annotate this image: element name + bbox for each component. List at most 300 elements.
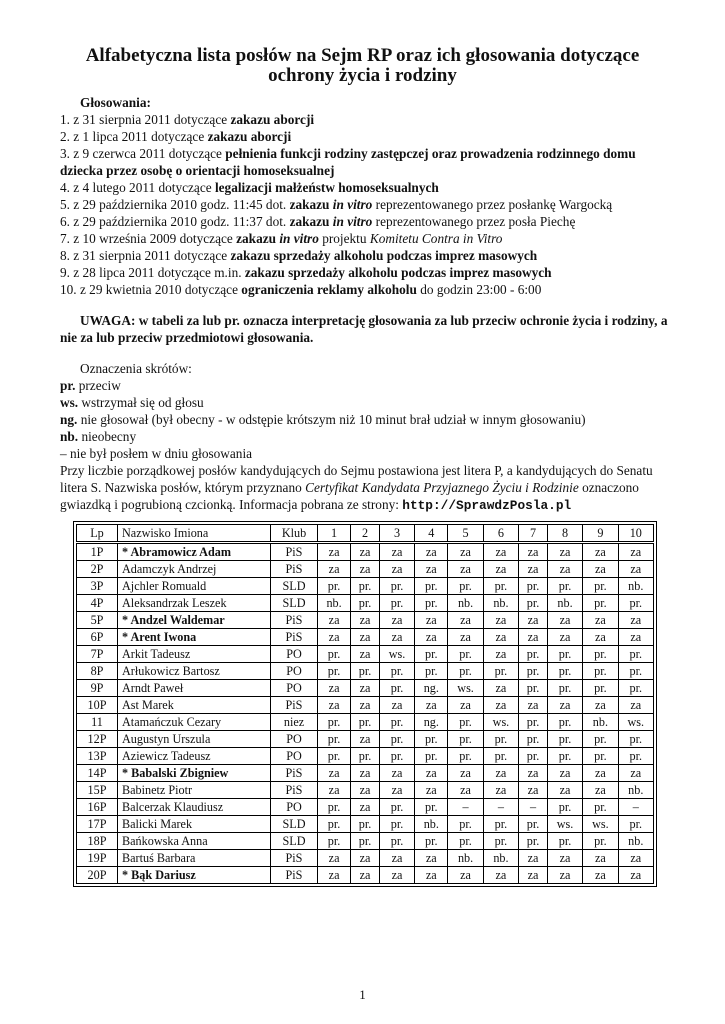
table-row — [77, 833, 654, 850]
vote-cell: za — [415, 782, 448, 799]
vote-cell: nb. — [483, 595, 518, 612]
legend-item: ws. wstrzymał się od głosu — [60, 395, 204, 410]
vote-cell: pr. — [448, 833, 483, 850]
vote-cell: – — [519, 799, 548, 816]
vote-cell: za — [415, 543, 448, 561]
vote-cell: nb. — [448, 850, 483, 867]
vote-cell: pr. — [448, 714, 483, 731]
vote-cell: pr. — [583, 748, 618, 765]
table-row — [77, 697, 654, 714]
vote-item: 1. z 31 sierpnia 2011 dotyczące zakazu aborcji — [60, 112, 315, 127]
club-cell: SLD — [271, 578, 318, 595]
table-row — [77, 561, 654, 578]
vote-cell: za — [415, 867, 448, 884]
table-row — [77, 731, 654, 748]
vote-cell: pr. — [351, 714, 380, 731]
vote-cell: pr. — [351, 595, 380, 612]
vote-cell: pr. — [415, 595, 448, 612]
vote-cell: pr. — [547, 748, 582, 765]
vote-cell: pr. — [519, 663, 548, 680]
table-row — [77, 782, 654, 799]
column-header: 4 — [415, 525, 448, 543]
lp-cell: 3P — [77, 578, 118, 595]
vote-cell: ws. — [618, 714, 653, 731]
vote-cell: za — [583, 561, 618, 578]
table-row — [77, 867, 654, 884]
vote-item: 6. z 29 października 2010 godz. 11:37 dot. zakazu in vitro reprezentowanego przez posła Piechę — [60, 214, 576, 229]
table-row — [77, 646, 654, 663]
vote-cell: pr. — [547, 680, 582, 697]
vote-cell: nb. — [618, 578, 653, 595]
vote-item: 4. z 4 lutego 2011 dotyczące legalizacji małżeństw homoseksualnych — [60, 180, 439, 195]
vote-cell: pr. — [519, 578, 548, 595]
vote-cell: za — [379, 765, 414, 782]
table-body — [77, 543, 654, 884]
vote-cell: nb. — [415, 816, 448, 833]
vote-cell: za — [519, 612, 548, 629]
vote-cell: nb. — [547, 595, 582, 612]
vote-cell: za — [483, 680, 518, 697]
vote-cell: pr. — [547, 799, 582, 816]
club-cell: PiS — [271, 629, 318, 646]
vote-cell: pr. — [547, 714, 582, 731]
vote-cell: pr. — [379, 816, 414, 833]
vote-cell: pr. — [547, 731, 582, 748]
column-header: 10 — [618, 525, 653, 543]
column-header: 2 — [351, 525, 380, 543]
vote-cell: za — [519, 782, 548, 799]
document-title — [40, 46, 685, 86]
table-header-row — [77, 525, 654, 543]
vote-cell: pr. — [583, 663, 618, 680]
vote-cell: pr. — [519, 680, 548, 697]
table-row — [77, 680, 654, 697]
lp-cell: 9P — [77, 680, 118, 697]
vote-cell: za — [519, 561, 548, 578]
club-cell: SLD — [271, 595, 318, 612]
vote-cell: pr. — [379, 595, 414, 612]
vote-cell: pr. — [351, 663, 380, 680]
title-line-2: ochrony życia i rodziny — [268, 65, 457, 86]
vote-cell: za — [483, 561, 518, 578]
vote-cell: ng. — [415, 714, 448, 731]
vote-cell: pr. — [519, 595, 548, 612]
vote-cell: za — [519, 629, 548, 646]
vote-cell: za — [547, 561, 582, 578]
name-cell: Aziewicz Tadeusz — [118, 748, 271, 765]
mp-votes-table — [76, 524, 654, 884]
vote-cell: za — [583, 612, 618, 629]
lp-cell: 16P — [77, 799, 118, 816]
vote-cell: pr. — [547, 663, 582, 680]
vote-cell: pr. — [583, 646, 618, 663]
vote-cell: za — [448, 629, 483, 646]
column-header: 9 — [583, 525, 618, 543]
vote-cell: za — [618, 850, 653, 867]
vote-cell: za — [351, 629, 380, 646]
vote-cell: pr. — [415, 799, 448, 816]
vote-cell: ws. — [583, 816, 618, 833]
vote-cell: pr. — [318, 731, 351, 748]
vote-cell: za — [351, 799, 380, 816]
lp-cell: 4P — [77, 595, 118, 612]
vote-cell: nb. — [618, 833, 653, 850]
lp-cell: 5P — [77, 612, 118, 629]
vote-cell: za — [448, 561, 483, 578]
vote-cell: pr. — [547, 646, 582, 663]
vote-cell: za — [351, 850, 380, 867]
column-header: 1 — [318, 525, 351, 543]
lp-cell: 17P — [77, 816, 118, 833]
vote-cell: za — [483, 782, 518, 799]
column-header: 6 — [483, 525, 518, 543]
name-cell: Arndt Paweł — [118, 680, 271, 697]
name-cell: Aleksandrzak Leszek — [118, 595, 271, 612]
table-row — [77, 663, 654, 680]
vote-cell: za — [583, 765, 618, 782]
vote-cell: za — [379, 543, 414, 561]
vote-cell: za — [618, 867, 653, 884]
name-cell: Babinetz Piotr — [118, 782, 271, 799]
club-cell: PO — [271, 663, 318, 680]
vote-cell: pr. — [415, 578, 448, 595]
vote-cell: za — [483, 646, 518, 663]
vote-cell: pr. — [415, 663, 448, 680]
vote-cell: za — [351, 765, 380, 782]
club-cell: PiS — [271, 612, 318, 629]
club-cell: PO — [271, 731, 318, 748]
vote-cell: za — [379, 782, 414, 799]
vote-cell: za — [483, 629, 518, 646]
vote-cell: pr. — [318, 663, 351, 680]
column-header: Nazwisko Imiona — [118, 525, 271, 543]
vote-cell: ws. — [547, 816, 582, 833]
vote-cell: za — [547, 629, 582, 646]
name-cell: Atamańczuk Cezary — [118, 714, 271, 731]
name-cell: Ast Marek — [118, 697, 271, 714]
column-header: 8 — [547, 525, 582, 543]
vote-cell: pr. — [448, 578, 483, 595]
club-cell: PiS — [271, 867, 318, 884]
column-header: 3 — [379, 525, 414, 543]
vote-cell: nb. — [583, 714, 618, 731]
club-cell: PiS — [271, 543, 318, 561]
legend-item: pr. przeciw — [60, 378, 121, 393]
vote-cell: za — [618, 765, 653, 782]
vote-cell: za — [547, 697, 582, 714]
vote-cell: za — [415, 612, 448, 629]
vote-cell: pr. — [415, 833, 448, 850]
vote-cell: pr. — [618, 748, 653, 765]
vote-cell: pr. — [351, 578, 380, 595]
vote-cell: pr. — [547, 578, 582, 595]
vote-cell: ws. — [448, 680, 483, 697]
vote-cell: pr. — [519, 833, 548, 850]
column-header: 5 — [448, 525, 483, 543]
table-row — [77, 629, 654, 646]
vote-item: 7. z 10 września 2009 dotyczące zakazu in vitro projektu Komitetu Contra in Vitro — [60, 231, 503, 246]
vote-cell: pr. — [379, 833, 414, 850]
table-row — [77, 543, 654, 561]
vote-cell: pr. — [448, 816, 483, 833]
vote-cell: za — [318, 765, 351, 782]
vote-cell: za — [483, 765, 518, 782]
vote-cell: pr. — [583, 595, 618, 612]
vote-cell: za — [483, 543, 518, 561]
table-row — [77, 612, 654, 629]
name-cell: * Babalski Zbigniew — [118, 765, 271, 782]
vote-cell: pr. — [583, 799, 618, 816]
vote-cell: pr. — [519, 731, 548, 748]
vote-item: 10. z 29 kwietnia 2010 dotyczące ograniczenia reklamy alkoholu do godzin 23:00 - 6:00 — [60, 282, 542, 297]
votes-list — [60, 111, 672, 298]
vote-cell: – — [618, 799, 653, 816]
vote-cell: pr. — [448, 731, 483, 748]
vote-cell: za — [318, 629, 351, 646]
vote-cell: pr. — [379, 663, 414, 680]
vote-cell: pr. — [379, 714, 414, 731]
table-row — [77, 816, 654, 833]
vote-cell: za — [379, 867, 414, 884]
vote-cell: za — [583, 850, 618, 867]
lp-cell: 20P — [77, 867, 118, 884]
vote-cell: za — [351, 646, 380, 663]
vote-cell: pr. — [379, 578, 414, 595]
vote-cell: pr. — [583, 578, 618, 595]
vote-cell: pr. — [379, 799, 414, 816]
vote-cell: ws. — [483, 714, 518, 731]
vote-cell: za — [379, 850, 414, 867]
vote-cell: pr. — [379, 748, 414, 765]
name-cell: Adamczyk Andrzej — [118, 561, 271, 578]
vote-cell: za — [351, 697, 380, 714]
vote-cell: za — [351, 731, 380, 748]
club-cell: PiS — [271, 850, 318, 867]
vote-cell: za — [483, 612, 518, 629]
vote-cell: nb. — [448, 595, 483, 612]
vote-cell: za — [547, 867, 582, 884]
name-cell: Balcerzak Klaudiusz — [118, 799, 271, 816]
lp-cell: 2P — [77, 561, 118, 578]
vote-cell: nb. — [483, 850, 518, 867]
vote-cell: za — [448, 612, 483, 629]
page-number: 1 — [359, 987, 366, 1002]
table-row — [77, 799, 654, 816]
name-cell: Ajchler Romuald — [118, 578, 271, 595]
vote-cell: pr. — [519, 816, 548, 833]
vote-cell: za — [448, 697, 483, 714]
vote-cell: pr. — [415, 748, 448, 765]
vote-cell: pr. — [483, 833, 518, 850]
lp-cell: 15P — [77, 782, 118, 799]
column-header: 7 — [519, 525, 548, 543]
vote-cell: – — [448, 799, 483, 816]
vote-cell: pr. — [547, 833, 582, 850]
vote-cell: pr. — [351, 816, 380, 833]
vote-cell: pr. — [448, 663, 483, 680]
club-cell: PiS — [271, 782, 318, 799]
vote-cell: za — [379, 561, 414, 578]
vote-cell: za — [415, 850, 448, 867]
lp-cell: 18P — [77, 833, 118, 850]
vote-cell: pr. — [618, 816, 653, 833]
name-cell: * Abramowicz Adam — [118, 543, 271, 561]
vote-cell: za — [351, 867, 380, 884]
club-cell: PO — [271, 799, 318, 816]
vote-cell: za — [448, 867, 483, 884]
vote-cell: za — [415, 765, 448, 782]
vote-cell: pr. — [318, 816, 351, 833]
vote-cell: za — [547, 850, 582, 867]
vote-cell: pr. — [483, 578, 518, 595]
vote-cell: pr. — [318, 578, 351, 595]
name-cell: Bańkowska Anna — [118, 833, 271, 850]
vote-cell: pr. — [519, 646, 548, 663]
legend-list — [60, 377, 672, 462]
lp-cell: 1P — [77, 543, 118, 561]
vote-cell: pr. — [618, 731, 653, 748]
vote-cell: za — [519, 850, 548, 867]
vote-cell: pr. — [618, 663, 653, 680]
lp-cell: 12P — [77, 731, 118, 748]
vote-cell: za — [583, 629, 618, 646]
vote-cell: za — [547, 782, 582, 799]
club-cell: PiS — [271, 561, 318, 578]
vote-cell: za — [547, 612, 582, 629]
vote-cell: nb. — [318, 595, 351, 612]
vote-cell: za — [379, 612, 414, 629]
info-paragraph: Przy liczbie porządkowej posłów kandydujących do Sejmu postawiona jest litera P, a kandydujących do Senatu litera S. Nazwiska posłów, którym przyznano Certyfikat Kandydata Przyjaznego Życiu i Rodzinie oznaczono gwiazdką i pogrubioną czcionką. Informacja pobrana ze strony: http://SprawdzPosla.pl — [60, 463, 653, 513]
name-cell: * Andzel Waldemar — [118, 612, 271, 629]
document-body — [60, 94, 672, 514]
name-cell: Augustyn Urszula — [118, 731, 271, 748]
vote-item: 2. z 1 lipca 2011 dotyczące zakazu aborcji — [60, 129, 292, 144]
title-line-1: Alfabetyczna lista posłów na Sejm RP oraz ich głosowania dotyczące — [85, 45, 640, 66]
legend-item: ng. nie głosował (był obecny - w odstępie krótszym niż 10 minut brał udział w innym głosowaniu) — [60, 412, 586, 427]
vote-cell: pr. — [618, 595, 653, 612]
table-row — [77, 714, 654, 731]
vote-cell: za — [379, 697, 414, 714]
vote-cell: za — [547, 543, 582, 561]
table-row — [77, 595, 654, 612]
club-cell: SLD — [271, 816, 318, 833]
vote-cell: ws. — [379, 646, 414, 663]
vote-cell: za — [318, 867, 351, 884]
vote-cell: za — [618, 543, 653, 561]
club-cell: niez — [271, 714, 318, 731]
vote-cell: za — [415, 629, 448, 646]
vote-cell: za — [351, 561, 380, 578]
name-cell: * Bąk Dariusz — [118, 867, 271, 884]
vote-cell: pr. — [483, 816, 518, 833]
vote-item: 5. z 29 października 2010 godz. 11:45 dot. zakazu in vitro reprezentowanego przez posłankę Wargocką — [60, 197, 613, 212]
lp-cell: 8P — [77, 663, 118, 680]
vote-cell: za — [318, 543, 351, 561]
vote-item: 9. z 28 lipca 2011 dotyczące m.in. zakazu sprzedaży alkoholu podczas imprez masowych — [60, 265, 552, 280]
vote-cell: pr. — [351, 833, 380, 850]
vote-cell: za — [351, 680, 380, 697]
legend-item: nb. nieobecny — [60, 429, 137, 444]
vote-cell: pr. — [483, 663, 518, 680]
legend-item: – nie był posłem w dniu głosowania — [60, 446, 253, 461]
vote-cell: za — [351, 782, 380, 799]
votes-heading: Głosowania: — [80, 95, 151, 110]
vote-cell: za — [318, 680, 351, 697]
vote-cell: za — [583, 697, 618, 714]
club-cell: PO — [271, 748, 318, 765]
name-cell: Arkit Tadeusz — [118, 646, 271, 663]
name-cell: Bartuś Barbara — [118, 850, 271, 867]
vote-cell: pr. — [318, 646, 351, 663]
vote-cell: za — [618, 561, 653, 578]
vote-cell: za — [618, 612, 653, 629]
vote-cell: pr. — [448, 748, 483, 765]
vote-cell: za — [318, 782, 351, 799]
vote-cell: pr. — [318, 748, 351, 765]
lp-cell: 14P — [77, 765, 118, 782]
vote-item: 3. z 9 czerwca 2011 dotyczące pełnienia funkcji rodziny zastępczej oraz prowadzenia rodzinnego domu dziecka przez osobę o orientacji homoseksualnej — [60, 146, 636, 178]
vote-cell: za — [483, 867, 518, 884]
vote-cell: za — [351, 543, 380, 561]
legend-heading: Oznaczenia skrótów: — [80, 361, 192, 376]
vote-cell: za — [519, 697, 548, 714]
name-cell: Balicki Marek — [118, 816, 271, 833]
table-row — [77, 850, 654, 867]
vote-cell: za — [415, 561, 448, 578]
vote-cell: pr. — [415, 731, 448, 748]
club-cell: PiS — [271, 765, 318, 782]
name-cell: * Arent Iwona — [118, 629, 271, 646]
vote-cell: pr. — [618, 646, 653, 663]
vote-cell: pr. — [318, 833, 351, 850]
vote-cell: pr. — [351, 748, 380, 765]
vote-cell: za — [318, 612, 351, 629]
table-row — [77, 765, 654, 782]
vote-cell: pr. — [483, 748, 518, 765]
club-cell: PiS — [271, 697, 318, 714]
vote-cell: za — [448, 543, 483, 561]
source-link[interactable]: http://SprawdzPosla.pl — [402, 498, 572, 513]
vote-cell: pr. — [318, 799, 351, 816]
vote-cell: pr. — [583, 833, 618, 850]
vote-cell: za — [448, 782, 483, 799]
vote-cell: za — [483, 697, 518, 714]
vote-cell: pr. — [618, 680, 653, 697]
vote-cell: pr. — [583, 680, 618, 697]
column-header: Lp — [77, 525, 118, 543]
vote-cell: za — [519, 867, 548, 884]
vote-cell: za — [547, 765, 582, 782]
vote-cell: za — [318, 561, 351, 578]
vote-cell: za — [448, 765, 483, 782]
vote-cell: za — [583, 543, 618, 561]
name-cell: Arłukowicz Bartosz — [118, 663, 271, 680]
table-row — [77, 578, 654, 595]
vote-cell: pr. — [519, 748, 548, 765]
warning-note: UWAGA: w tabeli za lub pr. oznacza interpretację głosowania za lub przeciw ochronie życia i rodziny, a nie za lub przeciw przedmiotowi głosowania. — [60, 313, 668, 345]
vote-cell: pr. — [483, 731, 518, 748]
vote-cell: – — [483, 799, 518, 816]
vote-cell: za — [618, 697, 653, 714]
vote-cell: pr. — [448, 646, 483, 663]
vote-cell: za — [583, 782, 618, 799]
lp-cell: 10P — [77, 697, 118, 714]
vote-cell: za — [519, 765, 548, 782]
column-header: Klub — [271, 525, 318, 543]
club-cell: PO — [271, 646, 318, 663]
vote-cell: za — [583, 867, 618, 884]
vote-cell: pr. — [583, 731, 618, 748]
